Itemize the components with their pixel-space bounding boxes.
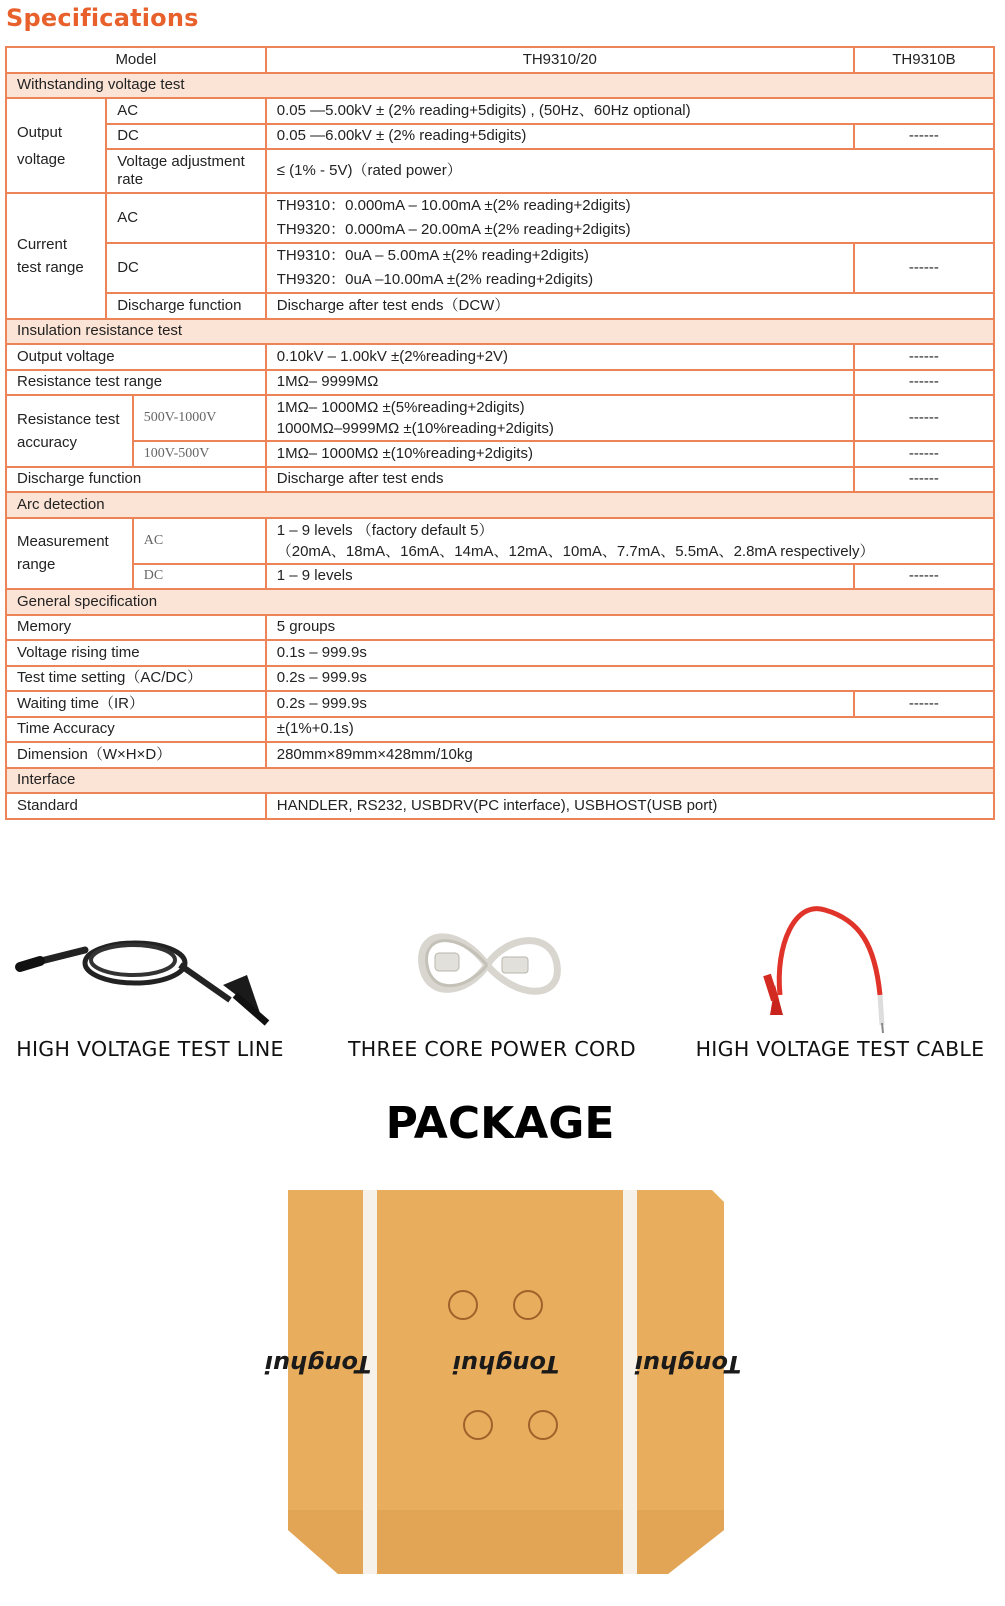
cell-value: 0.2s – 999.9s xyxy=(266,691,854,717)
section-insulation: Insulation resistance test xyxy=(6,319,994,345)
section-arc: Arc detection xyxy=(6,492,994,518)
accessory-label: HIGH VOLTAGE TEST CABLE xyxy=(695,1037,985,1061)
dash-cell: ------ xyxy=(854,691,994,717)
brand-logo: Tonghui xyxy=(452,1350,560,1378)
sub-label: AC xyxy=(106,98,266,124)
table-row xyxy=(6,640,994,666)
dash-cell: ------ xyxy=(854,441,994,467)
row-label: Discharge function xyxy=(6,467,266,493)
cell-value: 0.05 —6.00kV ± (2% reading+5digits) xyxy=(266,124,854,150)
section-row xyxy=(6,73,994,99)
table-row xyxy=(6,370,994,396)
specifications-title: Specifications xyxy=(6,4,199,32)
cell-value: 0.10kV – 1.00kV ±(2%reading+2V) xyxy=(266,344,854,370)
row-label: Standard xyxy=(6,793,266,819)
test-line-image xyxy=(0,905,315,1035)
model-header: Model xyxy=(6,47,266,73)
accessory-test-line xyxy=(0,905,315,1061)
cell-value: 0.2s – 999.9s xyxy=(266,666,994,692)
cell-value: 5 groups xyxy=(266,615,994,641)
cell-value: 0.1s – 999.9s xyxy=(266,640,994,666)
sub-label: DC xyxy=(106,124,266,150)
table-row xyxy=(6,193,994,218)
row-label: Dimension（W×H×D） xyxy=(6,742,266,768)
table-row xyxy=(6,518,994,564)
specifications-table xyxy=(5,46,995,820)
model-col-th9310b: TH9310B xyxy=(854,47,994,73)
cell-value: 1MΩ– 9999MΩ xyxy=(266,370,854,396)
cell-value: TH9320：0.000mA – 20.00mA ±(2% reading+2digits) xyxy=(266,218,994,243)
dash-cell: ------ xyxy=(854,124,994,150)
cell-value: 0.05 —5.00kV ± (2% reading+5digits) , (50Hz、60Hz optional) xyxy=(266,98,994,124)
dash-cell: ------ xyxy=(854,370,994,396)
power-cord-image xyxy=(327,905,657,1035)
row-label: Current test range xyxy=(6,193,106,319)
table-row xyxy=(6,344,994,370)
package-title: PACKAGE xyxy=(385,1098,615,1149)
dash-cell: ------ xyxy=(854,344,994,370)
cell-value: TH9320：0uA –10.00mA ±(2% reading+2digits) xyxy=(266,268,854,293)
table-row xyxy=(6,441,994,467)
row-label: Voltage rising time xyxy=(6,640,266,666)
row-label: Time Accuracy xyxy=(6,717,266,743)
table-row xyxy=(6,395,994,441)
cell-value: 1MΩ– 1000MΩ ±(10%reading+2digits) xyxy=(266,441,854,467)
model-col-th9310-20: TH9310/20 xyxy=(266,47,854,73)
accessory-power-cord xyxy=(327,905,657,1061)
sub-label: 500V-1000V xyxy=(133,395,266,441)
row-label: Resistance test accuracy xyxy=(6,395,133,467)
section-row xyxy=(6,492,994,518)
sub-label: Voltage adjustment rate xyxy=(106,149,266,193)
row-label: Waiting time（IR） xyxy=(6,691,266,717)
brand-logo: Tonghui xyxy=(264,1350,372,1378)
cell-value: ≤ (1% - 5V)（rated power） xyxy=(266,149,994,193)
dash-cell: ------ xyxy=(854,243,994,293)
sub-label: AC xyxy=(133,518,266,564)
table-row xyxy=(6,615,994,641)
table-row xyxy=(6,243,994,268)
brand-logo: Tonghui xyxy=(634,1350,742,1378)
table-row xyxy=(6,149,994,193)
test-cable-image xyxy=(675,905,1005,1035)
table-row xyxy=(6,793,994,819)
row-label: Output voltage xyxy=(6,98,106,193)
cell-line: 1000MΩ–9999MΩ ±(10%reading+2digits) xyxy=(276,420,554,437)
cell-value: TH9310：0.000mA – 10.00mA ±(2% reading+2digits) xyxy=(266,193,994,218)
accessory-label: HIGH VOLTAGE TEST LINE xyxy=(16,1037,284,1061)
dash-cell: ------ xyxy=(854,467,994,493)
table-row xyxy=(6,666,994,692)
cell-value: TH9310：0uA – 5.00mA ±(2% reading+2digits) xyxy=(266,243,854,268)
cell-value: 280mm×89mm×428mm/10kg xyxy=(266,742,994,768)
sub-label: DC xyxy=(133,564,266,590)
row-label: Output voltage xyxy=(6,344,266,370)
table-row xyxy=(6,293,994,319)
sub-label: AC xyxy=(106,193,266,243)
accessory-label: THREE CORE POWER CORD xyxy=(347,1037,637,1061)
table-row xyxy=(6,467,994,493)
table-row xyxy=(6,124,994,150)
row-label: Measurement range xyxy=(6,518,133,590)
row-label: Resistance test range xyxy=(6,370,266,396)
cell-value xyxy=(266,518,994,564)
package-box-image xyxy=(264,1190,742,1574)
dash-cell: ------ xyxy=(854,395,994,441)
row-label: Test time setting（AC/DC） xyxy=(6,666,266,692)
cell-value xyxy=(266,395,854,441)
cell-value: HANDLER, RS232, USBDRV(PC interface), USBHOST(USB port) xyxy=(266,793,994,819)
section-withstanding: Withstanding voltage test xyxy=(6,73,994,99)
section-row xyxy=(6,589,994,615)
dash-cell: ------ xyxy=(854,564,994,590)
table-header-row xyxy=(6,47,994,73)
cell-value: Discharge after test ends（DCW） xyxy=(266,293,994,319)
cell-value: ±(1%+0.1s) xyxy=(266,717,994,743)
table-row xyxy=(6,98,994,124)
table-row xyxy=(6,717,994,743)
cell-line: （20mA、18mA、16mA、14mA、12mA、10mA、7.7mA、5.5mA、2.8mA respectively） xyxy=(276,542,875,560)
table-row xyxy=(6,742,994,768)
section-general: General specification xyxy=(6,589,994,615)
section-row xyxy=(6,768,994,794)
cell-value: 1 – 9 levels xyxy=(266,564,854,590)
section-row xyxy=(6,319,994,345)
sub-label: Discharge function xyxy=(106,293,266,319)
cell-line: 1MΩ– 1000MΩ ±(5%reading+2digits) xyxy=(276,399,525,416)
accessory-test-cable xyxy=(675,905,1005,1061)
table-row xyxy=(6,691,994,717)
sub-label: DC xyxy=(106,243,266,293)
table-row xyxy=(6,564,994,590)
cell-line: 1 – 9 levels （factory default 5） xyxy=(276,521,494,539)
sub-label: 100V-500V xyxy=(133,441,266,467)
section-interface: Interface xyxy=(6,768,994,794)
cell-value: Discharge after test ends xyxy=(266,467,854,493)
row-label: Memory xyxy=(6,615,266,641)
